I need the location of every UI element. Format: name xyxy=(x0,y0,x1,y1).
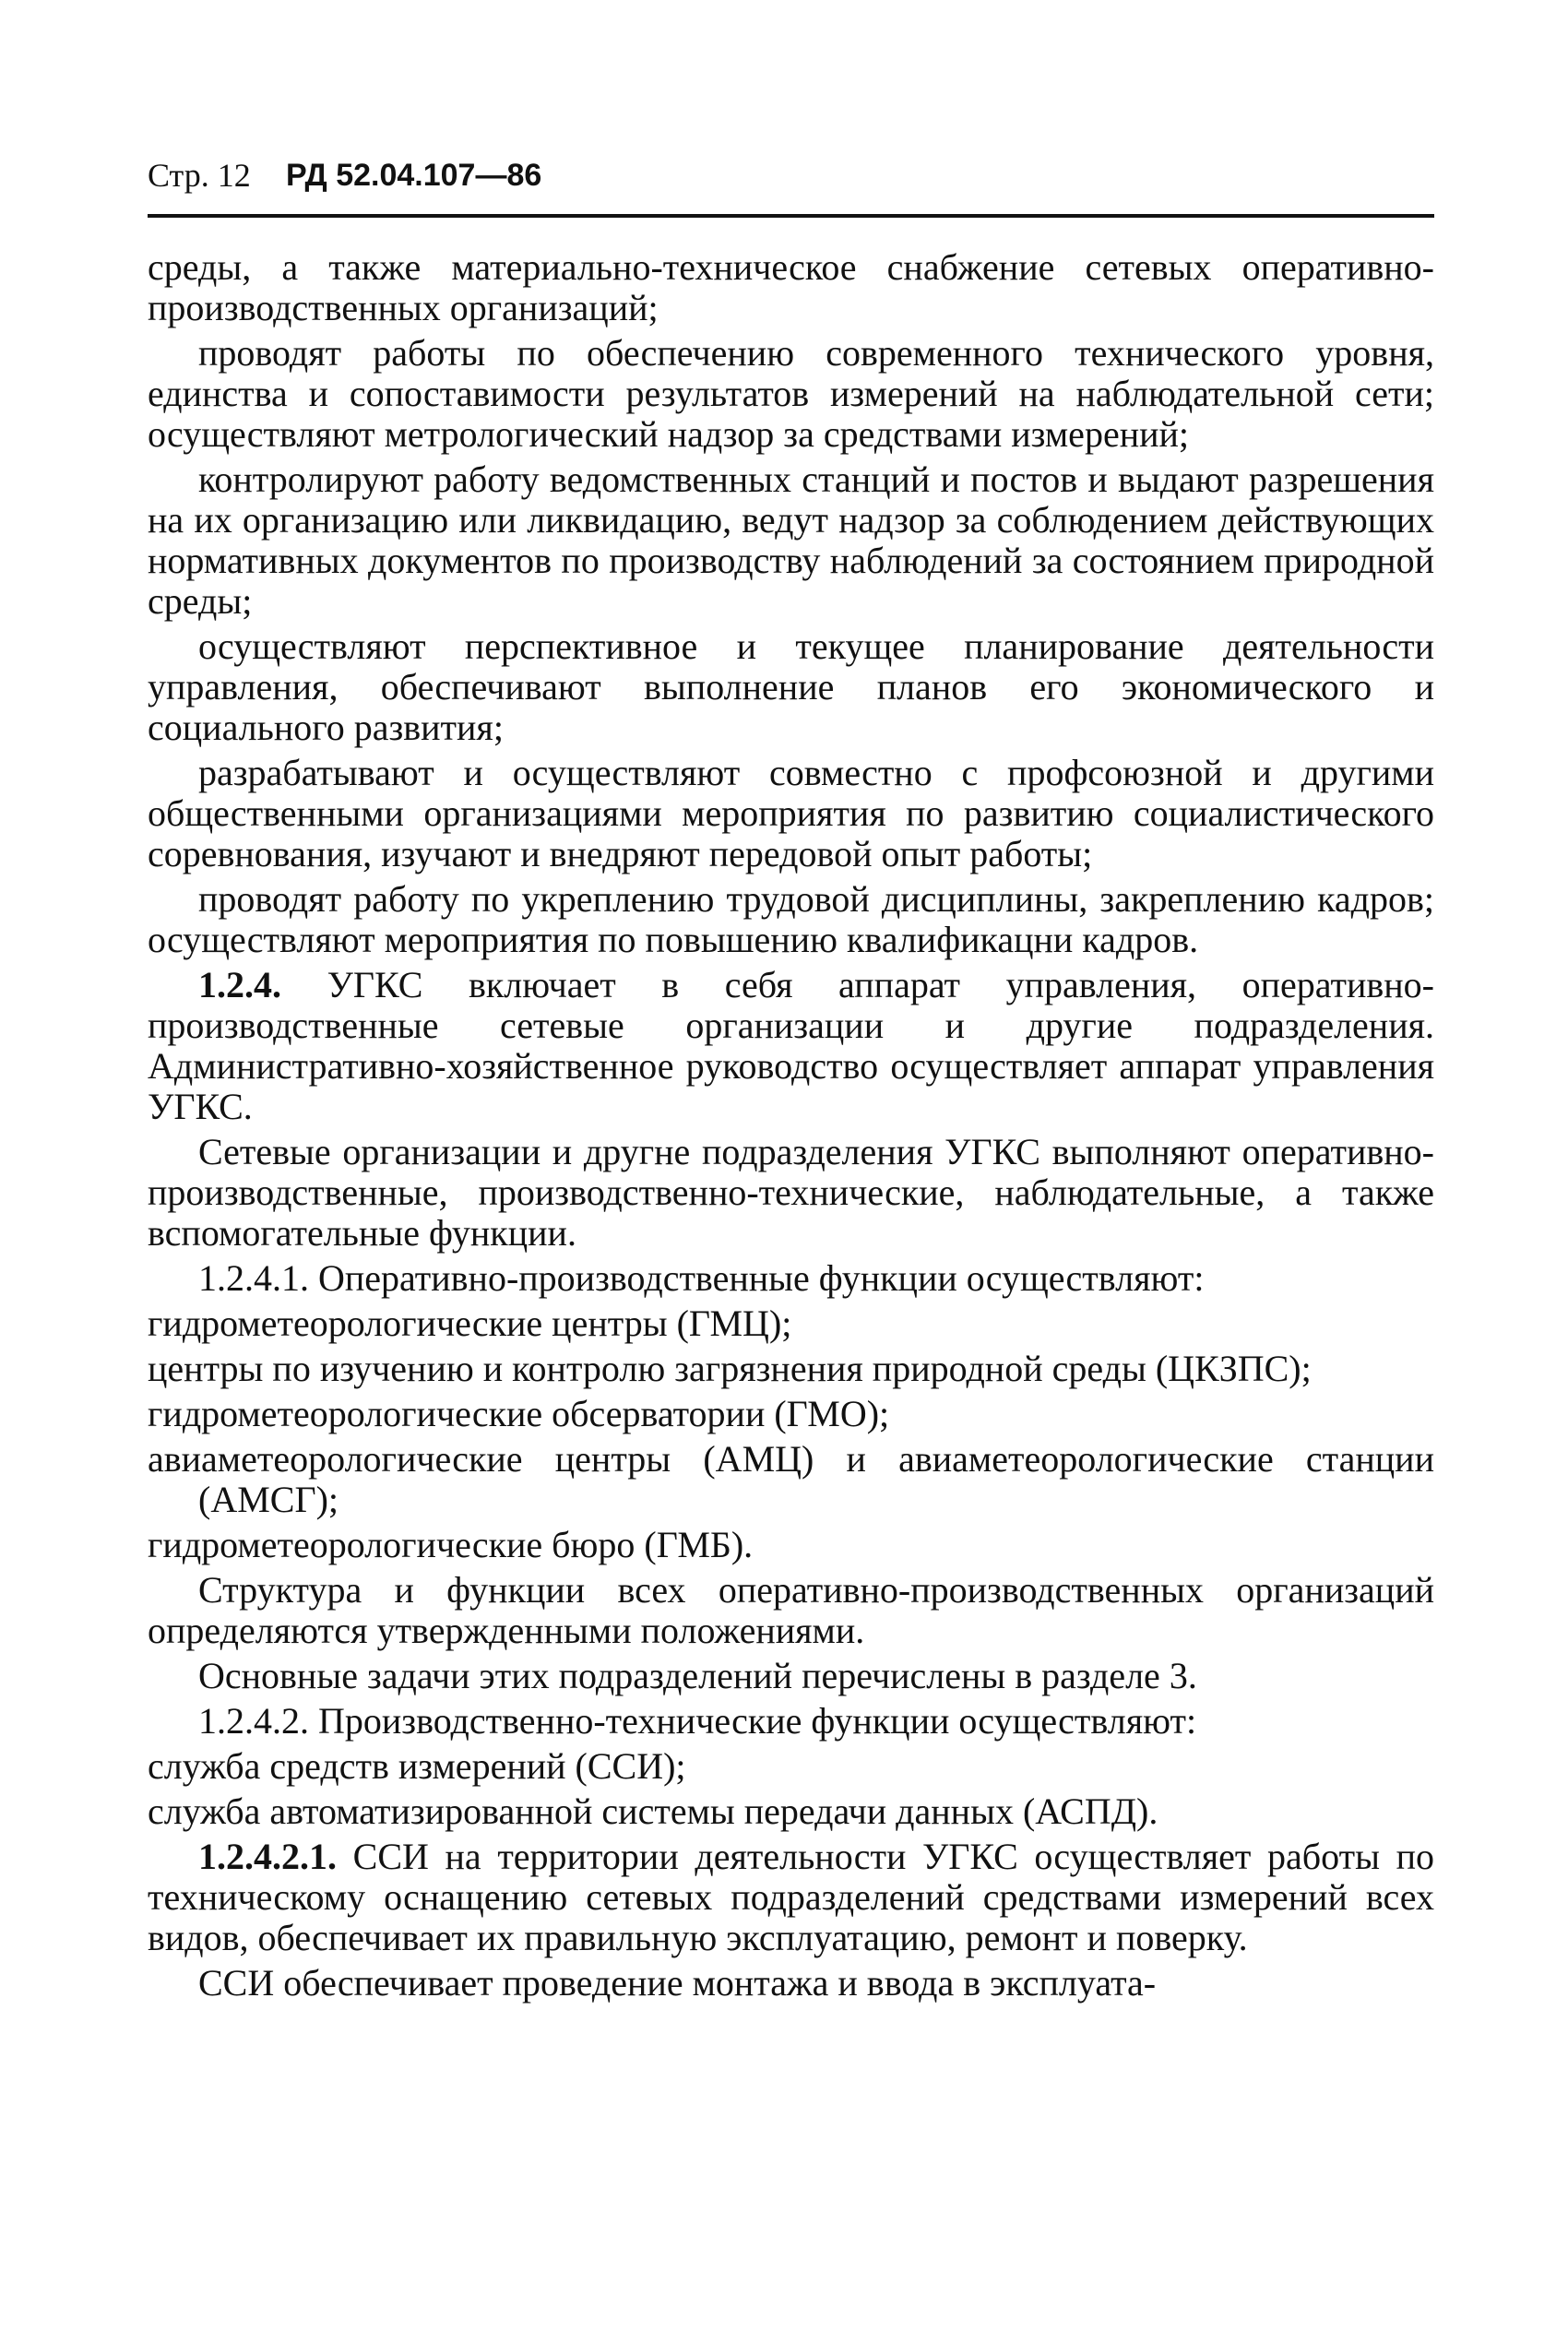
paragraph: ССИ обеспечивает проведение монтажа и ввода в эксплуата- xyxy=(198,1962,1157,2004)
paragraph-text: ССИ на территории деятельности УГКС осуществляет работы по техническому оснащению сетевых подразделений средствами измерений всех видов, обеспечивает их правильную эксплуатацию, ремонт и поверку. xyxy=(148,1836,1435,1958)
page-number: Стр. 12 xyxy=(148,157,251,194)
paragraph: Структура и функции всех оперативно-производственных организаций определяются утвержденными положениями. xyxy=(148,1569,1434,1651)
list-item-text: центры по изучению и контролю загрязнения природной среды (ЦКЗПС); xyxy=(148,1348,1312,1389)
paragraph: осуществляют перспективное и текущее планирование деятельности управления, обеспечивают выполнение планов его экономического и социального развития; xyxy=(148,625,1434,748)
paragraph: проводят работу по укреплению трудовой дисциплины, закреплению кадров; осуществляют мероприятия по повышению квалификацни кадров. xyxy=(148,878,1434,960)
paragraph: Сетевые организации и другне подразделения УГКС выполняют оперативно-производственные, производственно-технические, наблюдательные, а также вспомогательные функции. xyxy=(148,1131,1434,1254)
list-item xyxy=(148,1791,1434,1832)
list-item-text: служба автоматизированной системы передачи данных (АСПД). xyxy=(148,1790,1158,1832)
section-number: 1.2.4. xyxy=(198,964,281,1005)
document-code: РД 52.04.107—86 xyxy=(286,158,542,193)
list-item: служба средств измерений (ССИ); xyxy=(148,1745,686,1787)
list-item-text: авиаметеорологические центры (АМЦ) и авиаметеорологические станции (АМСГ); xyxy=(148,1438,1434,1520)
section-1-2-4 xyxy=(148,965,1434,1127)
list-item: гидрометеорологические центры (ГМЦ); xyxy=(148,1302,792,1344)
paragraph: проводят работы по обеспечению современного технического уровня, единства и сопоставимости результатов измерений на наблюдательной сети; осуществляют метрологический надзор за средствами измерений; xyxy=(148,332,1434,455)
paragraph: разрабатывают и осуществляют совместно с профсоюзной и другими общественными организациями мероприятия по развитию социалистического соревнования, изучают и внедряют передовой опыт работы; xyxy=(148,752,1434,874)
paragraph: Основные задачи этих подразделений перечислены в разделе 3. xyxy=(198,1655,1197,1696)
list-item xyxy=(148,1349,1434,1389)
subsection-1-2-4-1: 1.2.4.1. Оперативно-производственные функции осуществляют: xyxy=(198,1257,1205,1299)
subsection-1-2-4-2: 1.2.4.2. Производственно-технические функции осуществляют: xyxy=(198,1700,1197,1742)
section-1-2-4-2-1 xyxy=(148,1837,1434,1958)
page-header xyxy=(148,155,1434,218)
list-item: гидрометеорологические бюро (ГМБ). xyxy=(148,1524,754,1565)
list-item: гидрометеорологические обсерватории (ГМО); xyxy=(148,1393,890,1434)
paragraph: среды, а также материально-техническое снабжение сетевых оперативно-производственных организаций; xyxy=(148,246,1434,328)
section-number: 1.2.4.2.1. xyxy=(198,1836,337,1877)
body-text xyxy=(148,247,1434,2008)
paragraph: контролируют работу ведомственных станций и постов и выдают разрешения на их организацию или ликвидацию, ведут надзор за соблюдением действующих нормативных документов по производству наблюдений за состоянием природной среды; xyxy=(148,458,1434,622)
paragraph-text: УГКС включает в себя аппарат управления, оперативно-производственные сетевые организации и другие подразделения. Административно-хозяйственное руководство осуществляет аппарат управления УГКС. xyxy=(148,964,1435,1127)
list-item xyxy=(148,1439,1434,1520)
